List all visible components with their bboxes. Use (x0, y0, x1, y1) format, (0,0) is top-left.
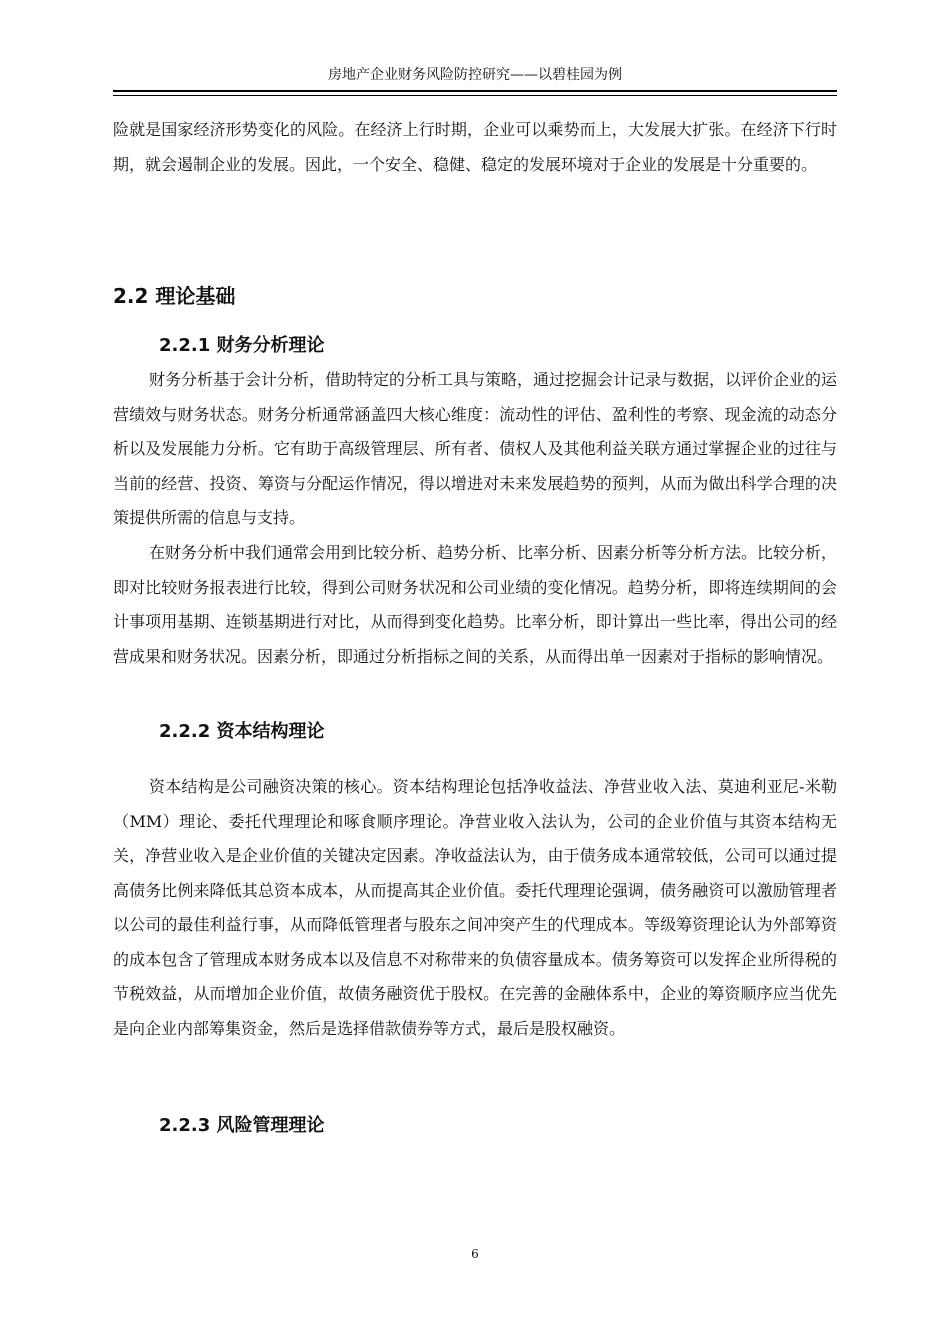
subsection-heading-2-2-3: 2.2.3 风险管理理论 (159, 1115, 325, 1136)
paragraph-financial-analysis: 财务分析基于会计分析，借助特定的分析工具与策略，通过挖掘会计记录与数据，以评价企业的运营绩效与财务状态。财务分析通常涵盖四大核心维度：流动性的评估、盈利性的考察、现金流的动态分析以及发展能力分析。它有助于高级管理层、所有者、债权人及其他利益关联方通过掌握企业的过往与当前的经营、投资、筹资与分配运作情况，得以增进对未来发展趋势的预判，从而为做出科学合理的决策提供所需的信息与支持。 (113, 370, 838, 527)
running-header: 房地产企业财务风险防控研究——以碧桂园为例 (328, 67, 622, 83)
subsection-heading-2-2-2: 2.2.2 资本结构理论 (159, 721, 325, 742)
paragraph-analysis-methods: 在财务分析中我们通常会用到比较分析、趋势分析、比率分析、因素分析等分析方法。比较分析，即对比较财务报表进行比较，得到公司财务状况和公司业绩的变化情况。趋势分析，即将连续期间的会计事项用基期、连锁基期进行对比，从而得到变化趋势。比率分析，即计算出一些比率，得出公司的经营成果和财务状况。因素分析，即通过分析指标之间的关系，从而得出单一因素对于指标的影响情况。 (113, 543, 838, 666)
paragraph-capital-structure: 资本结构是公司融资决策的核心。资本结构理论包括净收益法、净营业收入法、莫迪利亚尼-米勒（MM）理论、委托代理理论和啄食顺序理论。净营业收入法认为，公司的企业价值与其资本结构无关，净营业收入是企业价值的关键决定因素。净收益法认为，由于债务成本通常较低，公司可以通过提高债务比例来降低其总资本成本，从而提高其企业价值。委托代理理论强调，债务融资可以激励管理者以公司的最佳利益行事，从而降低管理者与股东之间冲突产生的代理成本。等级筹资理论认为外部筹资的成本包含了管理成本财务成本以及信息不对称带来的负债容量成本。债务筹资可以发挥企业所得税的节税效益，从而增加企业价值，故债务融资优于股权。在完善的金融体系中，企业的筹资顺序应当优先是向企业内部筹集资金，然后是选择借款债券等方式，最后是股权融资。 (113, 777, 837, 1038)
subsection-heading-2-2-1: 2.2.1 财务分析理论 (159, 335, 325, 356)
page-number: 6 (471, 1247, 479, 1261)
section-heading-2-2: 2.2 理论基础 (113, 284, 236, 308)
paragraph-intro: 险就是国家经济形势变化的风险。在经济上行时期，企业可以乘势而上，大发展大扩张。在经济下行时期，就会遏制企业的发展。因此，一个安全、稳健、稳定的发展环境对于企业的发展是十分重要的。 (113, 120, 837, 174)
header-rule (113, 90, 837, 96)
